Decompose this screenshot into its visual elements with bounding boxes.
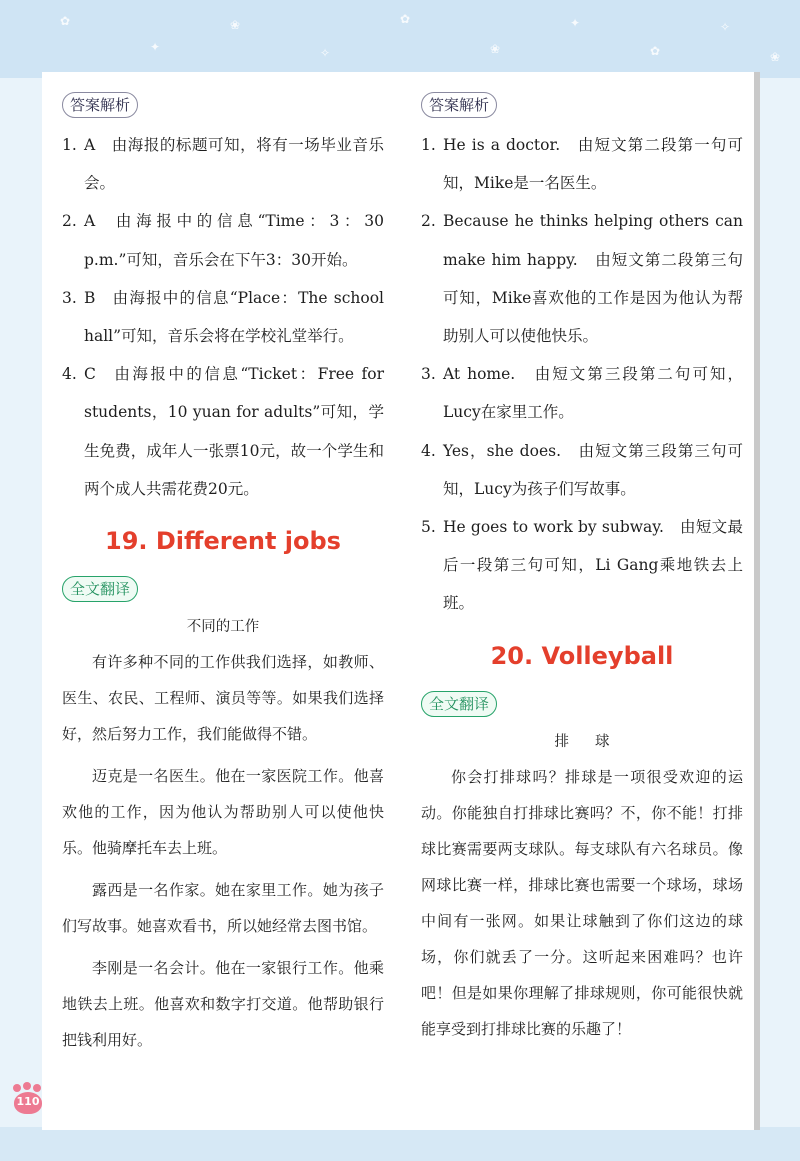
answer-item bbox=[421, 202, 743, 355]
answer-explanation: Yes，she does. 由短文第三段第三句可知，Lucy为孩子们写故事。 bbox=[443, 441, 743, 498]
left-column bbox=[62, 86, 384, 1064]
answer-explanation: At home. 由短文第三段第二句可知，Lucy在家里工作。 bbox=[443, 365, 743, 422]
translation-paragraph: 迈克是一名医生。他在一家医院工作。他喜欢他的工作，因为他认为帮助别人可以使他快乐。他骑摩托车去上班。 bbox=[62, 767, 384, 858]
translation-title: 排球 bbox=[554, 733, 636, 750]
answer-explanation: 由海报的标题可知，将有一场毕业音乐会。 bbox=[84, 136, 384, 193]
answer-explanation: 由海报中的信息“Ticket：Free for students，10 yuan for adults”可知，学生免费，成年人一张票10元，故一个学生和两个成人共需花费20元。 bbox=[84, 365, 384, 498]
answer-number: 4. bbox=[421, 441, 436, 460]
page-number-paw bbox=[10, 1082, 44, 1116]
answer-item bbox=[421, 126, 743, 202]
answer-item bbox=[62, 355, 384, 508]
answer-number: 2. bbox=[62, 212, 77, 231]
decor-glyph: ❀ bbox=[770, 50, 781, 64]
decor-glyph: ❀ bbox=[230, 18, 241, 32]
answer-item bbox=[421, 355, 743, 431]
page-number: 110 bbox=[16, 1095, 40, 1108]
answer-item bbox=[62, 202, 384, 278]
answer-analysis-badge: 答案解析 bbox=[62, 92, 138, 118]
answer-choice: A bbox=[84, 136, 96, 154]
bottom-decorative-band bbox=[0, 1127, 800, 1161]
answer-number: 2. bbox=[421, 212, 436, 231]
answer-number: 3. bbox=[62, 288, 77, 307]
decor-glyph: ✿ bbox=[650, 44, 661, 58]
section-heading: 19. Different jobs bbox=[105, 527, 341, 556]
decor-glyph: ✧ bbox=[720, 20, 731, 34]
answer-explanation: 由海报中的信息“Place：The school hall”可知，音乐会将在学校礼堂举行。 bbox=[84, 288, 384, 346]
full-translation-badge: 全文翻译 bbox=[62, 576, 138, 602]
top-decorative-band bbox=[0, 0, 800, 78]
full-translation-badge: 全文翻译 bbox=[421, 691, 497, 717]
answer-explanation: He is a doctor. 由短文第二段第一句可知，Mike是一名医生。 bbox=[443, 136, 743, 193]
section-heading: 20. Volleyball bbox=[490, 641, 674, 670]
decor-glyph: ✦ bbox=[570, 16, 581, 30]
decor-glyph: ✧ bbox=[320, 46, 331, 60]
answer-number: 1. bbox=[62, 136, 77, 154]
answer-number: 3. bbox=[421, 365, 436, 384]
answer-choice: C bbox=[84, 365, 96, 384]
translation-paragraph: 露西是一名作家。她在家里工作。她为孩子们写故事。她喜欢看书，所以她经常去图书馆。 bbox=[62, 881, 384, 936]
right-column bbox=[421, 86, 743, 1053]
translation-paragraph: 你会打排球吗？排球是一项很受欢迎的运动。你能独自打排球比赛吗？不，你不能！打排球比赛需要两支球队。每支球队有六名球员。像网球比赛一样，排球比赛也需要一个球场，球场中间有一张网。如果让球触到了你们这边的球场，你们就丢了一分。这听起来困难吗？也许吧！但是如果你理解了排球规则，你可能很快就能享受到打排球比赛的乐趣了！ bbox=[421, 767, 743, 1038]
answer-item bbox=[62, 126, 384, 202]
answer-analysis-badge: 答案解析 bbox=[421, 92, 497, 118]
answer-explanation: 由海报中的信息“Time：3：30 p.m.”可知，音乐会在下午3：30开始。 bbox=[84, 212, 384, 269]
decor-glyph: ✿ bbox=[400, 12, 411, 26]
translation-title: 不同的工作 bbox=[186, 619, 260, 636]
decor-glyph: ❀ bbox=[490, 42, 501, 56]
answer-item bbox=[421, 508, 743, 623]
answer-item bbox=[421, 432, 743, 508]
answer-item bbox=[62, 279, 384, 355]
decor-glyph: ✦ bbox=[150, 40, 161, 54]
paw-toe bbox=[23, 1082, 31, 1090]
decor-glyph: ✿ bbox=[60, 14, 71, 28]
answer-explanation: Because he thinks helping others can make him happy. 由短文第二段第三句可知，Mike喜欢他的工作是因为他认为帮助别人可以使他快乐。 bbox=[443, 212, 743, 346]
answer-explanation: He goes to work by subway. 由短文最后一段第三句可知，Li Gang乘地铁去上班。 bbox=[443, 518, 743, 613]
answer-number: 1. bbox=[421, 136, 436, 154]
paw-toe bbox=[13, 1084, 21, 1092]
answer-choice: B bbox=[84, 288, 96, 307]
page-edge-shadow bbox=[754, 72, 760, 1130]
answer-number: 4. bbox=[62, 365, 77, 384]
answer-choice: A bbox=[84, 212, 96, 231]
answer-number: 5. bbox=[421, 518, 436, 537]
translation-paragraph: 有许多种不同的工作供我们选择，如教师、医生、农民、工程师、演员等等。如果我们选择好，然后努力工作，我们能做得不错。 bbox=[62, 653, 384, 744]
paw-toe bbox=[33, 1084, 41, 1092]
translation-paragraph: 李刚是一名会计。他在一家银行工作。他乘地铁去上班。他喜欢和数字打交道。他帮助银行把钱利用好。 bbox=[62, 959, 384, 1050]
